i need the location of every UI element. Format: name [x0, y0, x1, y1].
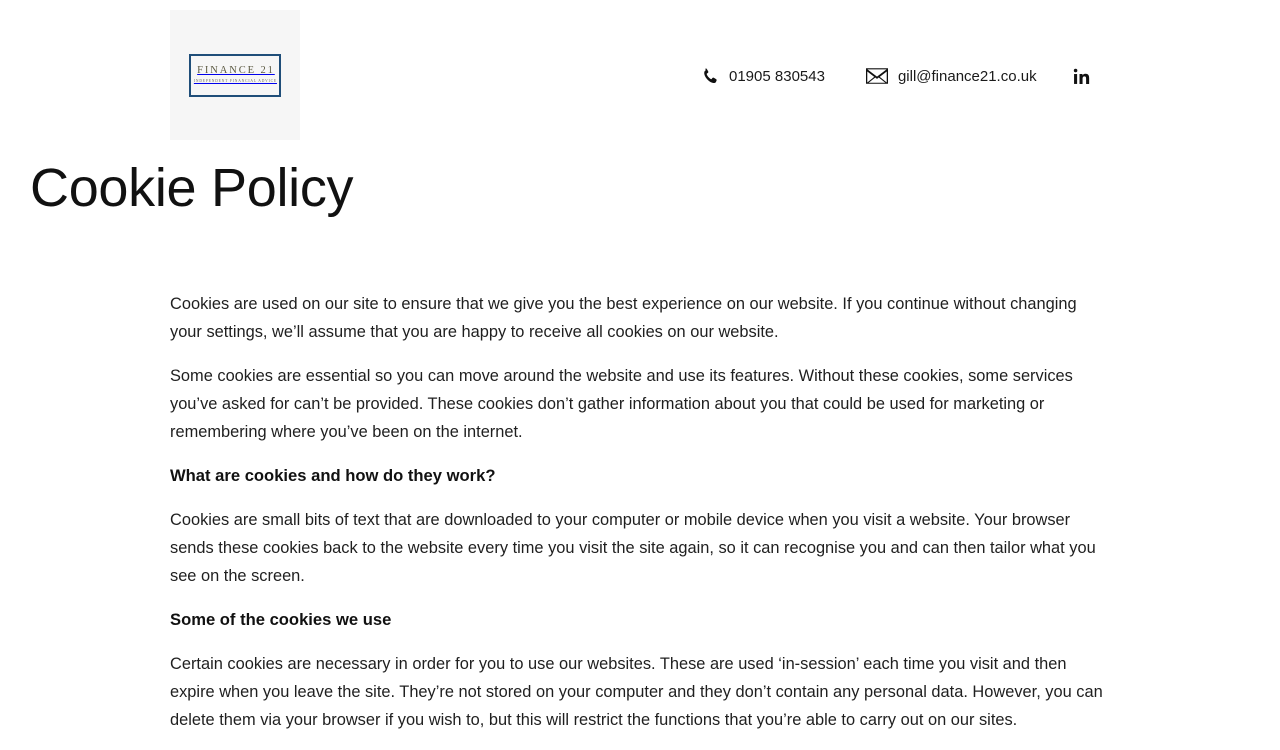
- page-title: Cookie Policy: [30, 158, 354, 218]
- envelope-icon: [866, 68, 888, 84]
- policy-heading: Some of the cookies we use: [170, 610, 392, 629]
- policy-heading: What are cookies and how do they work?: [170, 466, 496, 485]
- policy-paragraph: Certain cookies are necessary in order for you to use our websites. These are used ‘in-session’ each time you visit and then expire when you leave the site. They’re not stored on your computer and they don’t contain any personal data. However, you can delete them via your browser if you wish to, but this will restrict the functions that you’re able to carry out on our sites.: [170, 655, 1103, 729]
- linkedin-icon: [1073, 68, 1090, 85]
- phone-number: 01905 830543: [729, 67, 825, 85]
- site-logo[interactable]: [170, 10, 300, 140]
- policy-content: [170, 290, 1110, 750]
- phone-contact-link[interactable]: [700, 67, 825, 85]
- linkedin-link[interactable]: [1073, 68, 1090, 85]
- logo-mark: [189, 54, 281, 97]
- phone-icon: [700, 67, 718, 85]
- policy-paragraph: Cookies are used on our site to ensure that we give you the best experience on our website. If you continue without changing your settings, we’ll assume that you are happy to receive all cookies on our website.: [170, 295, 1077, 341]
- policy-paragraph: Cookies are small bits of text that are downloaded to your computer or mobile device when you visit a website. Your browser sends these cookies back to the website every time you visit the site again, so it can recognise you and can then tailor what you see on the screen.: [170, 511, 1096, 585]
- logo-tagline: INDEPENDENT FINANCIAL ADVICE: [193, 78, 277, 83]
- site-header: [0, 0, 1280, 150]
- header-contact-bar: [700, 63, 1090, 89]
- email-address: gill@finance21.co.uk: [897, 67, 1037, 85]
- policy-paragraph: Some cookies are essential so you can move around the website and use its features. Without these cookies, some services you’ve asked for can’t be provided. These cookies don’t gather information about you that could be used for marketing or remembering where you’ve been on the internet.: [170, 367, 1073, 441]
- email-contact-link[interactable]: [866, 68, 1037, 84]
- logo-name: FINANCE 21: [197, 65, 275, 77]
